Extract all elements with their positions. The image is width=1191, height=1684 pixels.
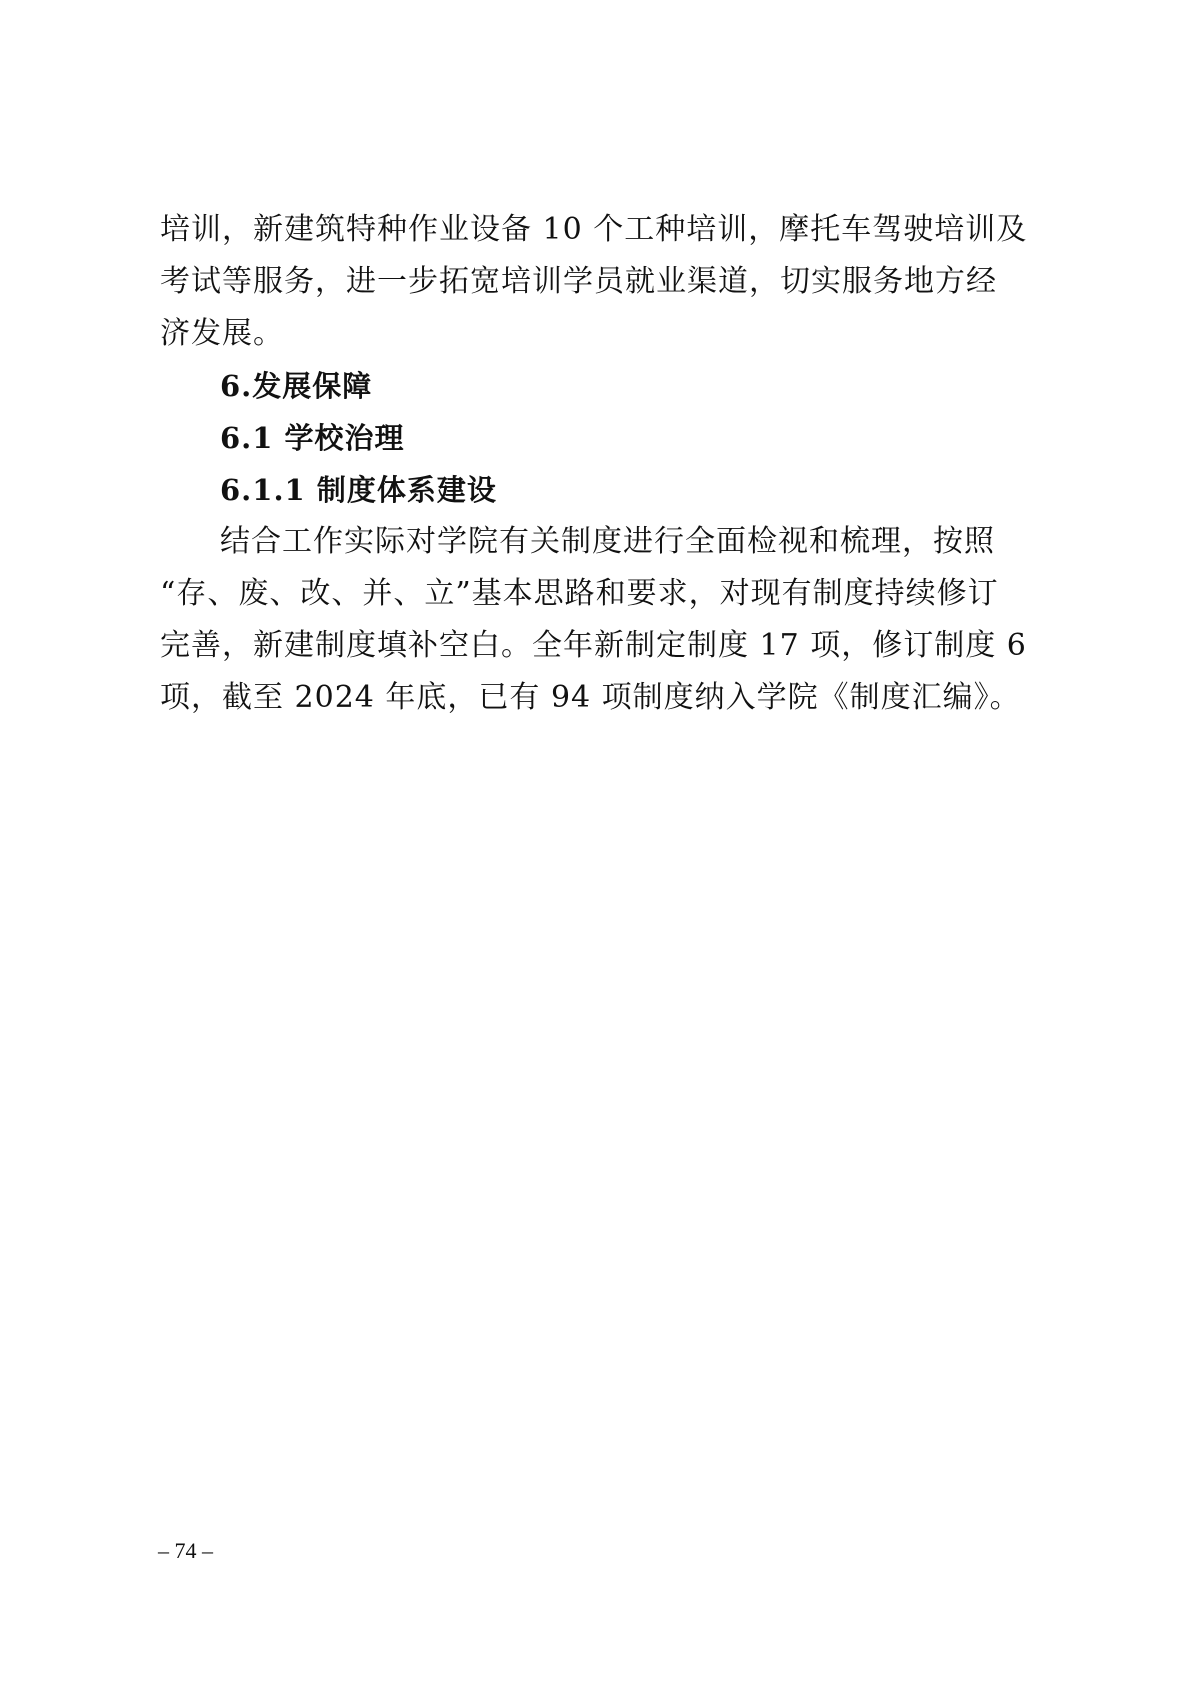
paragraph-2-line-1: 结合工作实际对学院有关制度进行全面检视和梳理，按照 xyxy=(220,524,995,559)
paragraph-1-line-3: 济发展。 xyxy=(160,316,284,351)
paragraph-1-line-2: 考试等服务，进一步拓宽培训学员就业渠道，切实服务地方经 xyxy=(160,264,997,299)
paragraph-2-line-4: 项，截至 2024 年底，已有 94 项制度纳入学院《制度汇编》。 xyxy=(160,680,1021,715)
section-heading-6: 6.发展保障 xyxy=(220,369,373,403)
paragraph-2-line-2: “存、废、改、并、立”基本思路和要求，对现有制度持续修订 xyxy=(160,576,999,611)
page-number: – 74 – xyxy=(158,1538,213,1563)
section-heading-6-1: 6.1 学校治理 xyxy=(220,421,405,455)
section-heading-6-1-1: 6.1.1 制度体系建设 xyxy=(220,473,497,507)
paragraph-1-line-1: 培训，新建筑特种作业设备 10 个工种培训，摩托车驾驶培训及 xyxy=(160,212,1028,247)
paragraph-2-line-3: 完善，新建制度填补空白。全年新制定制度 17 项，修订制度 6 xyxy=(160,628,1027,663)
